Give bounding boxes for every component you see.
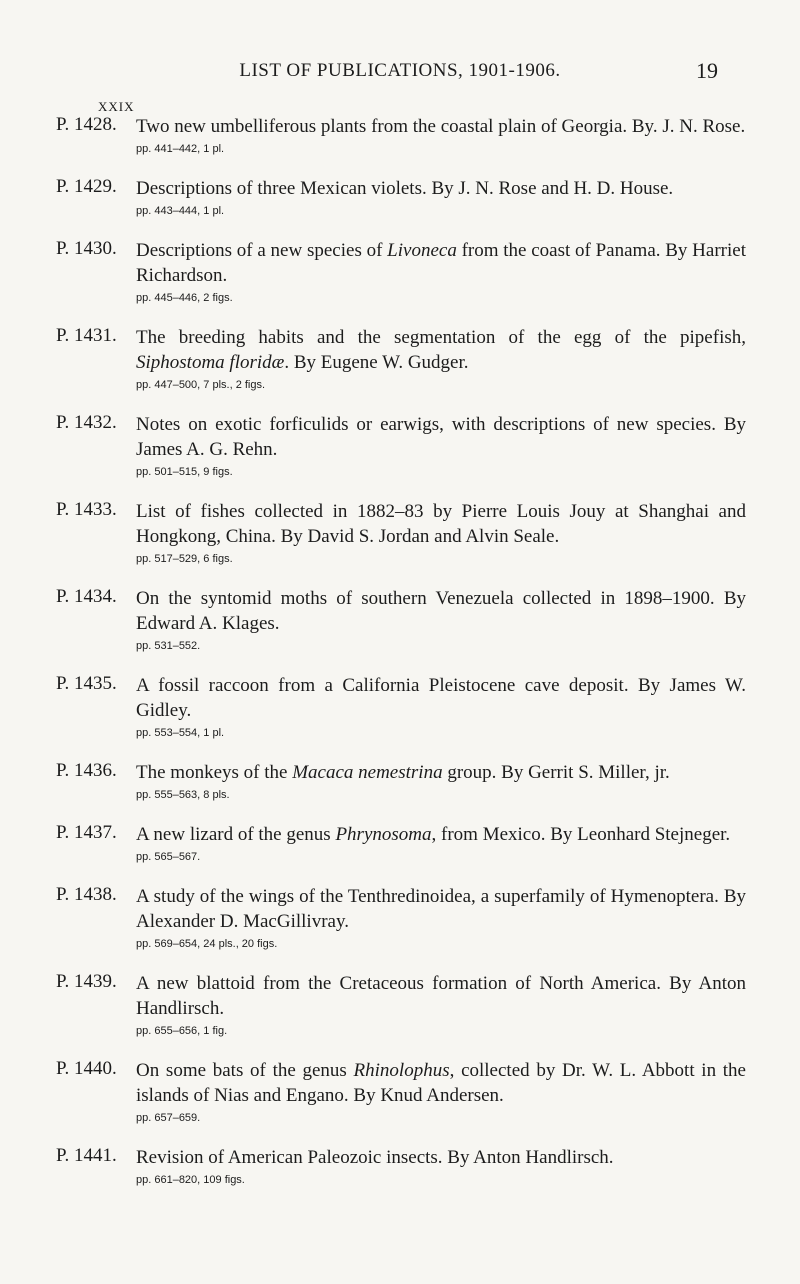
entry-pages: pp. 657–659. bbox=[136, 1112, 201, 1124]
entry-pages: pp. 531–552. bbox=[136, 640, 201, 652]
entry-number: P. 1428. bbox=[56, 114, 117, 135]
entry-title: On some bats of the genus Rhinolophus, collected by Dr. W. L. Abbott in the islands of Nias and Engano. By Knud Andersen. bbox=[136, 1060, 746, 1106]
entry-title: Descriptions of three Mexican violets. By J. N. Rose and H. D. House. bbox=[136, 178, 674, 199]
entry-title: A new blattoid from the Cretaceous formation of North America. By Anton Handlirsch. bbox=[136, 973, 746, 1019]
publication-entry bbox=[56, 971, 746, 1038]
entry-number: P. 1433. bbox=[56, 499, 117, 520]
publication-entry bbox=[56, 822, 746, 864]
publication-entry bbox=[56, 114, 746, 156]
publication-list bbox=[56, 114, 746, 1207]
entry-number: P. 1438. bbox=[56, 884, 117, 905]
entry-number: P. 1432. bbox=[56, 412, 117, 433]
entry-number: P. 1434. bbox=[56, 586, 117, 607]
entry-pages: pp. 447–500, 7 pls., 2 figs. bbox=[136, 379, 266, 391]
entry-title: On the syntomid moths of southern Venezuela collected in 1898–1900. By Edward A. Klages. bbox=[136, 588, 746, 634]
entry-pages: pp. 517–529, 6 figs. bbox=[136, 553, 233, 565]
entry-title: A fossil raccoon from a California Pleistocene cave deposit. By James W. Gidley. bbox=[136, 675, 746, 721]
entry-title: A new lizard of the genus Phrynosoma, from Mexico. By Leonhard Stejneger. bbox=[136, 824, 731, 845]
entry-title: Revision of American Paleozoic insects. By Anton Handlirsch. bbox=[136, 1147, 614, 1168]
entry-number: P. 1430. bbox=[56, 238, 117, 259]
entry-title: The breeding habits and the segmentation of the egg of the pipefish, Siphostoma floridæ. By Eugene W. Gudger. bbox=[136, 327, 746, 373]
page-number: 19 bbox=[696, 58, 718, 83]
entry-number: P. 1441. bbox=[56, 1145, 117, 1166]
publication-entry bbox=[56, 1145, 746, 1187]
entry-pages: pp. 555–563, 8 pls. bbox=[136, 789, 230, 801]
entry-pages: pp. 445–446, 2 figs. bbox=[136, 292, 233, 304]
publication-entry bbox=[56, 1058, 746, 1125]
entry-number: P. 1431. bbox=[56, 325, 117, 346]
running-title: LIST OF PUBLICATIONS, 1901-1906. bbox=[239, 60, 561, 81]
entry-number: P. 1440. bbox=[56, 1058, 117, 1079]
entry-pages: pp. 655–656, 1 fig. bbox=[136, 1025, 228, 1037]
entry-pages: pp. 553–554, 1 pl. bbox=[136, 727, 225, 739]
publication-entry bbox=[56, 760, 746, 802]
volume-label: XXIX bbox=[98, 99, 135, 114]
publication-entry bbox=[56, 673, 746, 740]
publication-entry bbox=[56, 884, 746, 951]
publication-entry bbox=[56, 325, 746, 392]
entry-title: Notes on exotic forficulids or earwigs, with descriptions of new species. By James A. G. Rehn. bbox=[136, 414, 746, 460]
entry-pages: pp. 661–820, 109 figs. bbox=[136, 1174, 245, 1186]
entry-title: Two new umbelliferous plants from the coastal plain of Georgia. By. J. N. Rose. bbox=[136, 116, 746, 137]
entry-title: List of fishes collected in 1882–83 by Pierre Louis Jouy at Shanghai and Hongkong, China. By David S. Jordan and Alvin Seale. bbox=[136, 501, 746, 547]
entry-title: A study of the wings of the Tenthredinoidea, a superfamily of Hymenoptera. By Alexander D. MacGillivray. bbox=[136, 886, 746, 932]
entry-pages: pp. 441–442, 1 pl. bbox=[136, 143, 225, 155]
entry-title: The monkeys of the Macaca nemestrina group. By Gerrit S. Miller, jr. bbox=[136, 762, 670, 783]
entry-title: Descriptions of a new species of Livoneca from the coast of Panama. By Harriet Richardson. bbox=[136, 240, 746, 286]
entry-number: P. 1435. bbox=[56, 673, 117, 694]
publication-entry bbox=[56, 586, 746, 653]
entry-number: P. 1437. bbox=[56, 822, 117, 843]
entry-pages: pp. 565–567. bbox=[136, 851, 201, 863]
entry-pages: pp. 501–515, 9 figs. bbox=[136, 466, 233, 478]
entry-number: P. 1439. bbox=[56, 971, 117, 992]
entry-number: P. 1429. bbox=[56, 176, 117, 197]
page-header bbox=[0, 58, 800, 88]
entry-pages: pp. 443–444, 1 pl. bbox=[136, 205, 225, 217]
publication-entry bbox=[56, 412, 746, 479]
entry-pages: pp. 569–654, 24 pls., 20 figs. bbox=[136, 938, 278, 950]
publication-entry bbox=[56, 176, 746, 218]
publication-entry bbox=[56, 499, 746, 566]
publication-entry bbox=[56, 238, 746, 305]
entry-number: P. 1436. bbox=[56, 760, 117, 781]
